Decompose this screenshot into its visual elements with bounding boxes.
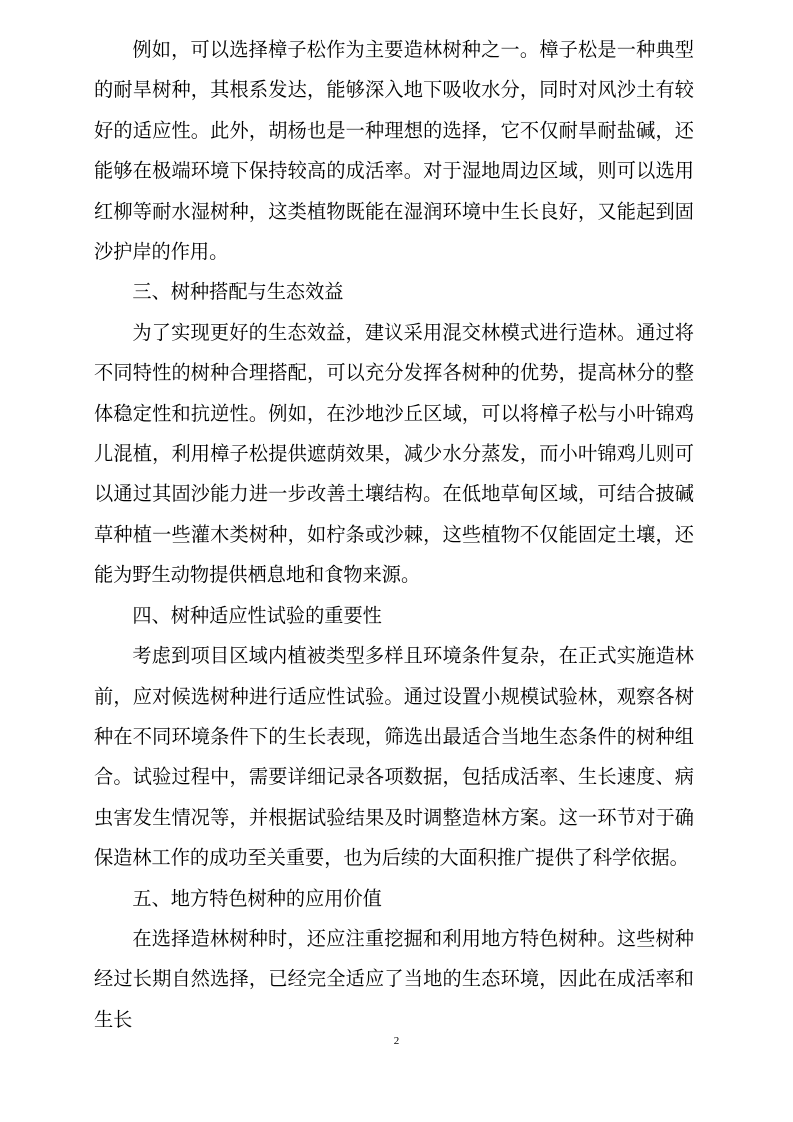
document-body (94, 30, 694, 1040)
section-heading-5: 五、地方特色树种的应用价值 (132, 886, 382, 910)
page-number: 2 (393, 1035, 400, 1047)
section-heading-3: 三、树种搭配与生态效益 (132, 280, 344, 304)
section-heading-4: 四、树种适应性试验的重要性 (132, 603, 382, 627)
paragraph-local-species: 在选择造林树种时，还应注重挖掘和利用地方特色树种。这些树种经过长期自然选择，已经完全适应了当地的生态环境，因此在成活率和生长 (94, 926, 694, 1031)
paragraph-adaptability-trial: 考虑到项目区域内植被类型多样且环境条件复杂，在正式实施造林前，应对候选树种进行适应性试验。通过设置小规模试验林，观察各树种在不同环境条件下的生长表现，筛选出最适合当地生态条件的树种组合。试验过程中，需要详细记录各项数据，包括成活率、生长速度、病虫害发生情况等，并根据试验结果及时调整造林方案。这一环节对于确保造林工作的成功至关重要，也为后续的大面积推广提供了科学依据。 (94, 644, 694, 870)
paragraph-tree-species-selection: 例如，可以选择樟子松作为主要造林树种之一。樟子松是一种典型的耐旱树种，其根系发达，能够深入地下吸收水分，同时对风沙土有较好的适应性。此外，胡杨也是一种理想的选择，它不仅耐旱耐盐碱，还能够在极端环境下保持较高的成活率。对于湿地周边区域，则可以选用红柳等耐水湿树种，这类植物既能在湿润环境中生长良好，又能起到固沙护岸的作用。 (94, 38, 694, 264)
paragraph-mixed-forest: 为了实现更好的生态效益，建议采用混交林模式进行造林。通过将不同特性的树种合理搭配，可以充分发挥各树种的优势，提高林分的整体稳定性和抗逆性。例如，在沙地沙丘区域，可以将樟子松与小叶锦鸡儿混植，利用樟子松提供遮荫效果，减少水分蒸发，而小叶锦鸡儿则可以通过其固沙能力进一步改善土壤结构。在低地草甸区域，可结合披碱草种植一些灌木类树种，如柠条或沙棘，这些植物不仅能固定土壤，还能为野生动物提供栖息地和食物来源。 (94, 320, 694, 587)
